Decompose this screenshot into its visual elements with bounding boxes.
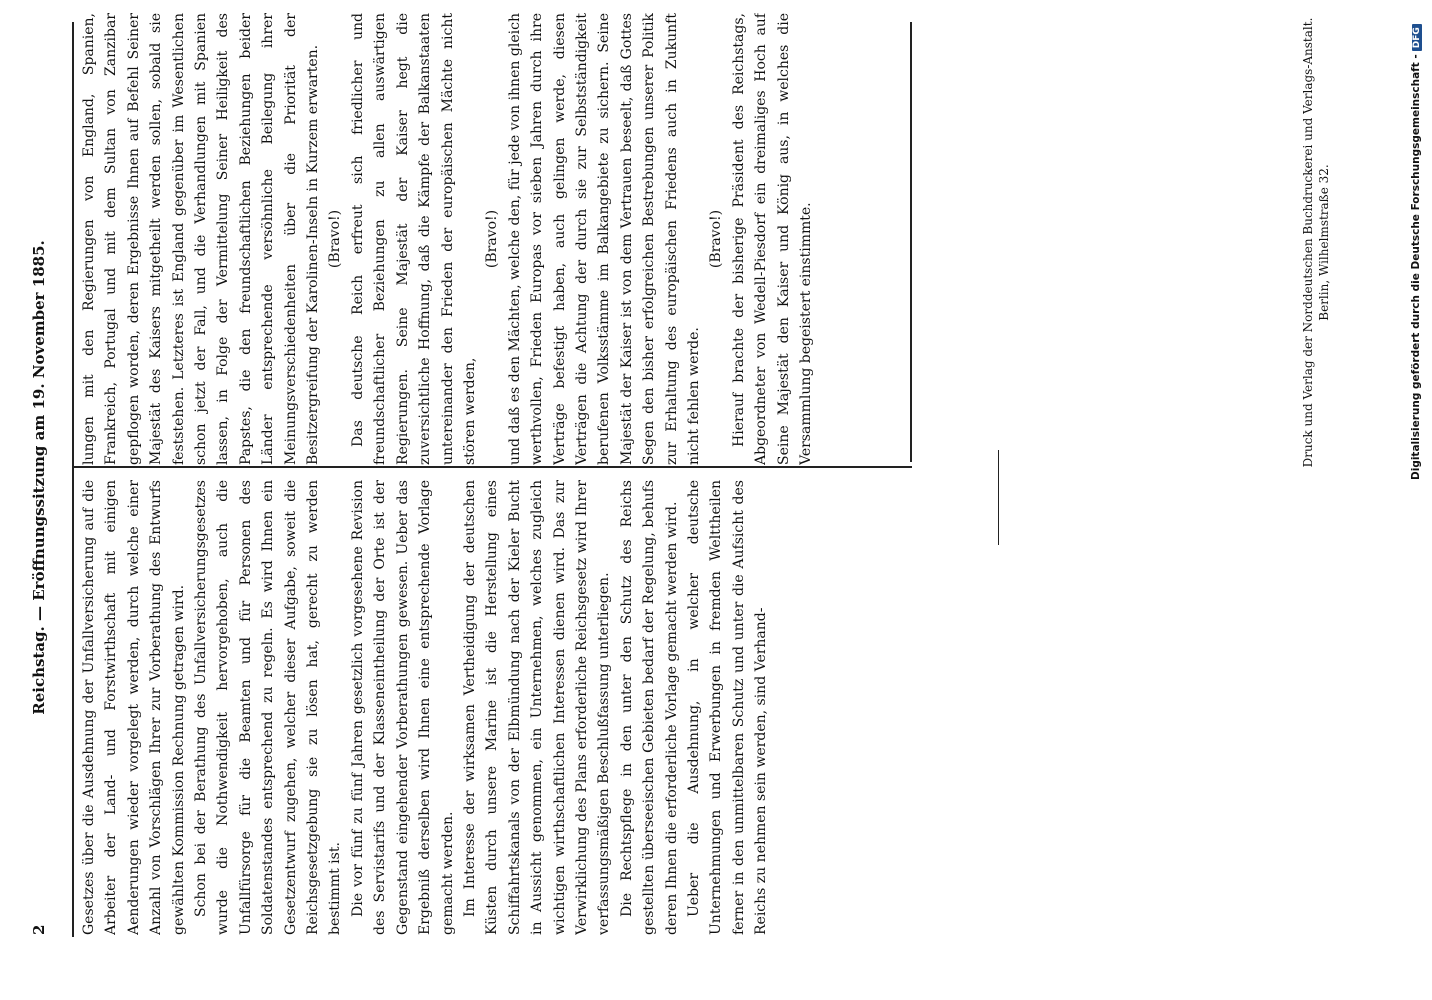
paragraph: Im Interesse der wirksamen Vertheidigung der deutschen Küsten durch unsere Marine ist die Herstellung eines Schiffahrtskanals von der Elbmündung nach der Kieler Bucht in Aussicht genommen, ein Unternehmen, welches zugleich wichtigen wirthschaftlichen Interessen dienen wird. Das zur Verwirklichung des Plans erforderliche Reichsgesetz wird Ihrer verfassungsmäßigen Beschlußfassung unterliegen. — [461, 480, 613, 935]
paragraph: Gesetzes über die Ausdehnung der Unfallversicherung auf die Arbeiter der Land- und Forstwirthschaft mit einigen Aenderungen wieder vorgelegt werden, durch welche einer Anzahl von Vorschlägen Ihrer zur Vorberathung des Entwurfs gewählten Kommission Rechnung getragen wird. — [81, 480, 187, 935]
funding-text: Digitalisierung gefördert durch die Deutsche Forschungsgemeinschaft - — [1410, 54, 1422, 480]
end-rule-left — [998, 450, 999, 545]
funding-notice — [1410, 0, 1430, 480]
paragraph: und daß es den Mächten, welche den, für jede von ihnen gleich werthvollen, Frieden Europas vor sieben Jahren durch ihre Verträge befestigt haben, auch gelingen werde, diesen Verträgen die Achtung der durch sie zur Selbstständigkeit berufenen Volksstämme im Balkangebiete zu sichern. Seine Majestät der Kaiser ist von dem Vertrauen beseelt, daß Gottes Segen den bisher erfolgreichen Bestrebungen unserer Politik zur Erhaltung des europäischen Friedens auch in Zukunft nicht fehlen werde. — [506, 13, 702, 465]
paragraph: Schon bei der Berathung des Unfallversicherungsgesetzes wurde die Nothwendigkeit hervorgehoben, auch die Unfallfürsorge für die Beamten und für Personen des Soldatenstandes entsprechend zu regeln. Es wird Ihnen ein Gesetzentwurf zugehen, welcher dieser Aufgabe, soweit die Reichsgesetzgebung sie zu lösen hat, gerecht zu werden bestimmt ist. — [193, 480, 344, 935]
paragraph: Das deutsche Reich erfreut sich friedlicher und freundschaftlicher Beziehungen zu allen auswärtigen Regierungen. Seine Majestät der Kaiser hegt die zuversichtliche Hoffnung, daß die Kämpfe der Balkanstaaten untereinander den Frieden der europäischen Mächte nicht stören werden, — [349, 13, 478, 465]
dfg-logo: DFG — [1412, 24, 1422, 51]
paragraph: Die Rechtspflege in den unter den Schutz des Reichs gestellten überseeischen Gebieten bedarf der Regelung, behufs deren Ihnen die erforderliche Vorlage gemacht werden wird. — [618, 480, 680, 935]
imprint — [1300, 15, 1340, 470]
paragraph: Ueber die Ausdehnung, in welcher deutsche Unternehmungen und Erwerbungen in fremden Welttheilen ferner in den unmittelbaren Schutz und unter die Aufsicht des Reichs zu nehmen sein werden, sind Verhand- — [685, 480, 770, 935]
page-title: Reichstag. — Eröffnungssitzung am 19. November 1885. — [30, 240, 48, 715]
text-column-left — [78, 480, 898, 935]
paragraph: Die vor fünf zu fünf Jahren gesetzlich vorgesehene Revision des Servistarifs und der Klasseneintheilung der Orte ist der Gegenstand eingehender Vorberathungen gewesen. Ueber das Ergebniß derselben wird Ihnen eine entsprechende Vorlage gemacht werden. — [349, 480, 456, 935]
interjection: (Bravo!) — [484, 209, 501, 269]
column-divider — [74, 466, 912, 468]
imprint-line-2: Berlin, Wilhelmstraße 32. — [1317, 164, 1331, 321]
page-number: 2 — [30, 924, 48, 935]
header-rule — [72, 22, 74, 937]
paragraph: lungen mit den Regierungen von England, Spanien, Frankreich, Portugal und mit dem Sultan von Zanzibar gepflogen worden, deren Ergebnisse Ihnen auf Befehl Seiner Majestät des Kaisers mitgetheilt werden sollen, sobald sie feststehen. Letzteres ist England gegenüber im Wesentlichen schon jetzt der Fall, und die Verhandlungen mit Spanien lassen, in Folge der Vermittelung Seiner Heiligkeit des Papstes, die den freundschaftlichen Beziehungen beider Länder entsprechende versöhnliche Beilegung ihrer Meinungsverschiedenheiten über die Priorität der Besitzergreifung der Karolinen-Inseln in Kurzem erwarten. — [81, 13, 322, 465]
paragraph: Hierauf brachte der bisherige Präsident des Reichstags, Abgeordneter von Wedell-Piesdorf ein dreimaliges Hoch auf Seine Majestät den Kaiser und König aus, in welches die Versammlung begeistert einstimmte. — [730, 13, 814, 465]
interjection: (Bravo!) — [327, 209, 344, 269]
imprint-line-1: Druck und Verlag der Norddeutschen Buchdruckerei und Verlags-Anstalt. — [1301, 17, 1315, 468]
text-column-right — [78, 13, 928, 465]
interjection: (Bravo!) — [708, 209, 725, 269]
running-header — [30, 20, 56, 935]
